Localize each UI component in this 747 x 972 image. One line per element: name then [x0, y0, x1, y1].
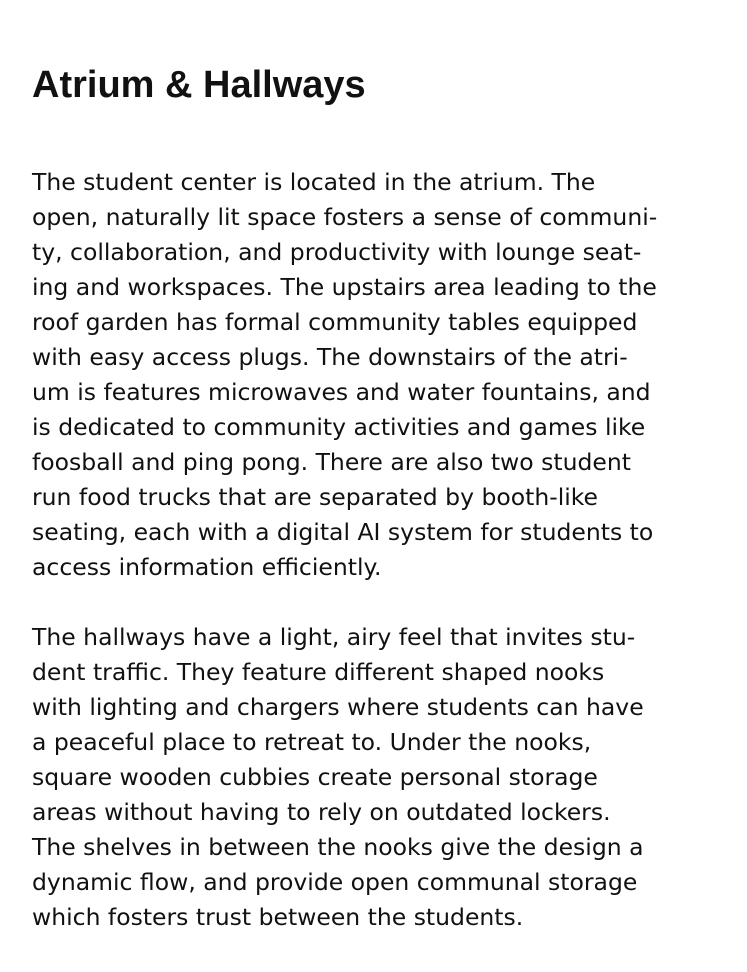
text-line: The hallways have a light, airy feel that invites stu-	[32, 623, 636, 651]
text-line: run food trucks that are separated by booth-like	[32, 483, 598, 511]
paragraph-hallways	[32, 620, 722, 935]
text-line: dynamic flow, and provide open communal storage	[32, 868, 638, 896]
page-title: Atrium & Hallways	[32, 64, 366, 106]
text-line: is dedicated to community activities and games like	[32, 413, 646, 441]
text-line: The student center is located in the atrium. The	[32, 168, 596, 196]
text-line: um is features microwaves and water fountains, and	[32, 378, 651, 406]
text-line: a peaceful place to retreat to. Under the nooks,	[32, 728, 592, 756]
text-line: roof garden has formal community tables equipped	[32, 308, 638, 336]
text-line: square wooden cubbies create personal storage	[32, 763, 598, 791]
text-line: dent traffic. They feature different shaped nooks	[32, 658, 605, 686]
text-line: areas without having to rely on outdated lockers.	[32, 798, 611, 826]
text-line: ing and workspaces. The upstairs area leading to the	[32, 273, 657, 301]
text-line: which fosters trust between the students.	[32, 903, 524, 931]
text-line: open, naturally lit space fosters a sense of communi-	[32, 203, 658, 231]
paragraph-atrium	[32, 165, 722, 585]
text-line: with easy access plugs. The downstairs of the atri-	[32, 343, 628, 371]
text-line: access information efficiently.	[32, 553, 382, 581]
text-line: ty, collaboration, and productivity with lounge seat-	[32, 238, 642, 266]
text-line: foosball and ping pong. There are also two student	[32, 448, 631, 476]
text-line: The shelves in between the nooks give the design a	[32, 833, 644, 861]
text-line: seating, each with a digital AI system for students to	[32, 518, 654, 546]
text-line: with lighting and chargers where students can have	[32, 693, 644, 721]
